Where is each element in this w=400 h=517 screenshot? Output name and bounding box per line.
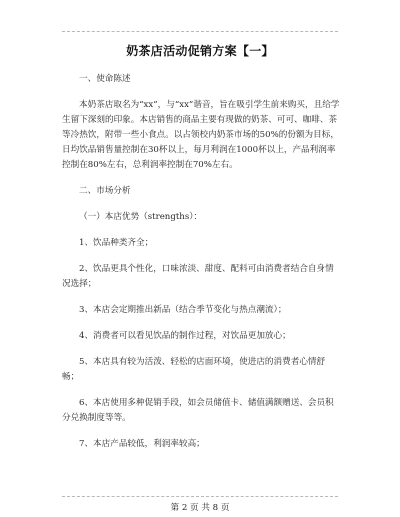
document-title: 奶茶店活动促销方案【一】 bbox=[126, 44, 274, 58]
subsection1-heading: （一）本店优势（strengths）： bbox=[79, 212, 203, 222]
header-rule bbox=[62, 31, 338, 32]
list-item: 1、饮品种类齐全； bbox=[79, 238, 154, 248]
list-item: 5、本店具有较为活泼、轻松的店面环境，使进店的消费者心情舒畅； bbox=[62, 357, 326, 382]
list-item: 4、消费者可以看见饮品的制作过程，对饮品更加放心； bbox=[79, 331, 291, 341]
section1-paragraph: 本奶茶店取名为“xx”，与“xx”谐音，旨在吸引学生前来购买，且给学生留下深刻的印象。本店销售的商品主要有现做的奶茶、可可、咖啡、茶等冷热饮，附带一些小食点。以占领校内奶茶市场的50%的份额为目标，日均饮品销售量控制在30杯以上，每月利润在1000杯以上，产品利润率控制在80%左右，总利润率控制在70%左右。 bbox=[62, 100, 340, 170]
list-item: 3、本店会定期推出新品（结合季节变化与热点潮流）； bbox=[79, 305, 287, 315]
section1-heading: 一、使命陈述 bbox=[79, 74, 131, 84]
document-body bbox=[62, 72, 340, 463]
list-item: 2、饮品更具个性化，口味浓淡、甜度、配料可由消费者结合自身情况选择； bbox=[62, 264, 334, 289]
section2-heading: 二、市场分析 bbox=[79, 186, 131, 196]
footer-rule bbox=[62, 496, 338, 497]
page-number: 第 2 页 共 8 页 bbox=[170, 503, 230, 513]
list-item: 7、本店产品较低，利润率较高； bbox=[79, 439, 205, 449]
list-item: 6、本店使用多种促销手段，如会员储值卡、储值满额赠送、会员积分兑换制度等等。 bbox=[62, 398, 334, 423]
